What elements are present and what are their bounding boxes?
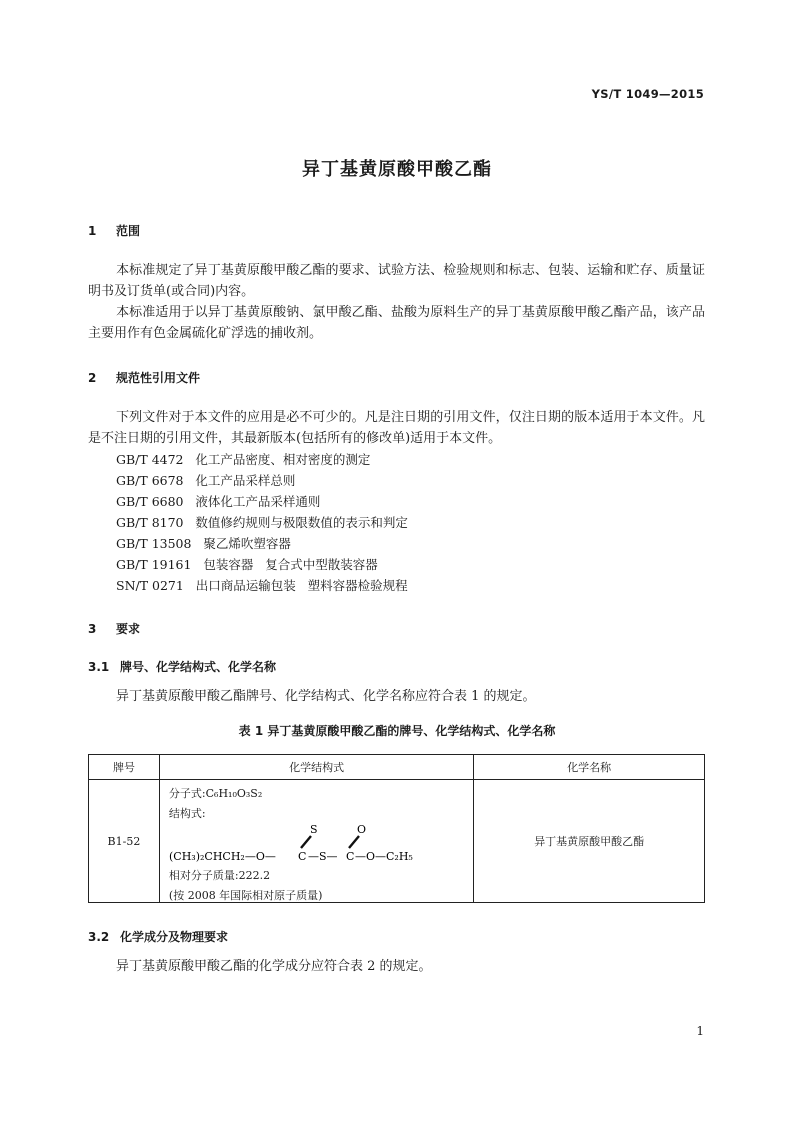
paragraph xyxy=(88,302,705,344)
section-number: 3.1 xyxy=(88,660,110,674)
formula-middle: —S— xyxy=(307,850,338,863)
structure-cell xyxy=(159,780,473,903)
page-number: 1 xyxy=(696,1024,704,1038)
reference-item: GB/T 6678 化工产品采样总则 xyxy=(116,473,296,488)
paragraph xyxy=(88,956,705,977)
reference-item: GB/T 4472 化工产品密度、相对密度的测定 xyxy=(116,452,371,467)
reference-item: GB/T 19161 包装容器 复合式中型散装容器 xyxy=(116,557,378,572)
reference-item: GB/T 6680 液体化工产品采样通则 xyxy=(116,494,321,509)
formula-left-group: (CH₃)₂CHCH₂—O— xyxy=(168,850,276,863)
formula-carbonyl-oxygen: O xyxy=(356,823,366,836)
section-number: 1 xyxy=(88,224,97,238)
structural-formula xyxy=(161,817,476,865)
table-row xyxy=(89,780,705,903)
molecular-mass: 相对分子质量:222.2 xyxy=(168,869,271,882)
formula-thione-sulfur: S xyxy=(309,823,318,836)
molecular-mass-note: (按 2008 年国际相对原子质量) xyxy=(168,889,323,902)
reference-item: SN/T 0271 出口商品运输包装 塑料容器检验规程 xyxy=(116,578,408,593)
section-title: 化学成分及物理要求 xyxy=(120,930,229,944)
section-3-heading xyxy=(88,620,140,637)
paragraph-text: 下列文件对于本文件的应用是必不可少的。凡是注日期的引用文件，仅注日期的版本适用于本文件。凡是不注日期的引用文件，其最新版本(包括所有的修改单)适用于本文件。 xyxy=(88,410,705,446)
column-header: 化学名称 xyxy=(474,755,705,780)
double-bond-line xyxy=(301,836,311,848)
formula-carbon-2: C xyxy=(345,850,355,863)
section-2-heading xyxy=(88,369,200,386)
paragraph-text: 异丁基黄原酸甲酸乙酯牌号、化学结构式、化学名称应符合表 1 的规定。 xyxy=(116,689,536,704)
section-number: 3.2 xyxy=(88,930,110,944)
structure-label: 结构式: xyxy=(168,807,206,820)
section-3-1-heading xyxy=(88,658,276,675)
chemical-name-cell: 异丁基黄原酸甲酸乙酯 xyxy=(474,780,705,903)
section-number: 2 xyxy=(88,371,97,385)
section-title: 规范性引用文件 xyxy=(116,371,201,385)
grade-cell: B1-52 xyxy=(89,780,160,903)
section-title: 范围 xyxy=(116,224,141,238)
table-caption: 表 1 异丁基黄原酸甲酸乙酯的牌号、化学结构式、化学名称 xyxy=(238,724,556,738)
paragraph-text: 本标准适用于以异丁基黄原酸钠、氯甲酸乙酯、盐酸为原料生产的异丁基黄原酸甲酸乙酯产品，该产品主要用作有色金属硫化矿浮选的捕收剂。 xyxy=(88,305,705,341)
standard-code: YS/T 1049—2015 xyxy=(591,87,704,101)
molecular-formula: 分子式:C₆H₁₀O₃S₂ xyxy=(168,787,263,800)
section-number: 3 xyxy=(88,622,97,636)
double-bond-line xyxy=(349,836,359,848)
reference-item: GB/T 13508 聚乙烯吹塑容器 xyxy=(116,536,291,551)
reference-item: GB/T 8170 数值修约规则与极限数值的表示和判定 xyxy=(116,515,408,530)
table-header-row xyxy=(89,755,705,780)
document-title: 异丁基黄原酸甲酸乙酯 xyxy=(302,159,492,180)
paragraph xyxy=(88,407,705,449)
paragraph-text: 异丁基黄原酸甲酸乙酯的化学成分应符合表 2 的规定。 xyxy=(116,959,432,974)
formula-carbon-1: C xyxy=(297,850,307,863)
table-1 xyxy=(88,754,705,903)
column-header: 牌号 xyxy=(89,755,160,780)
paragraph xyxy=(88,686,705,707)
section-title: 要求 xyxy=(116,622,141,636)
section-1-heading xyxy=(88,222,140,239)
formula-right-group: —O—C₂H₅ xyxy=(354,850,413,863)
section-title: 牌号、化学结构式、化学名称 xyxy=(120,660,277,674)
paragraph-text: 本标准规定了异丁基黄原酸甲酸乙酯的要求、试验方法、检验规则和标志、包装、运输和贮存、质量证明书及订货单(或合同)内容。 xyxy=(88,263,705,299)
column-header: 化学结构式 xyxy=(159,755,473,780)
paragraph xyxy=(88,260,705,302)
structure-block xyxy=(161,781,472,901)
section-3-2-heading xyxy=(88,928,228,945)
